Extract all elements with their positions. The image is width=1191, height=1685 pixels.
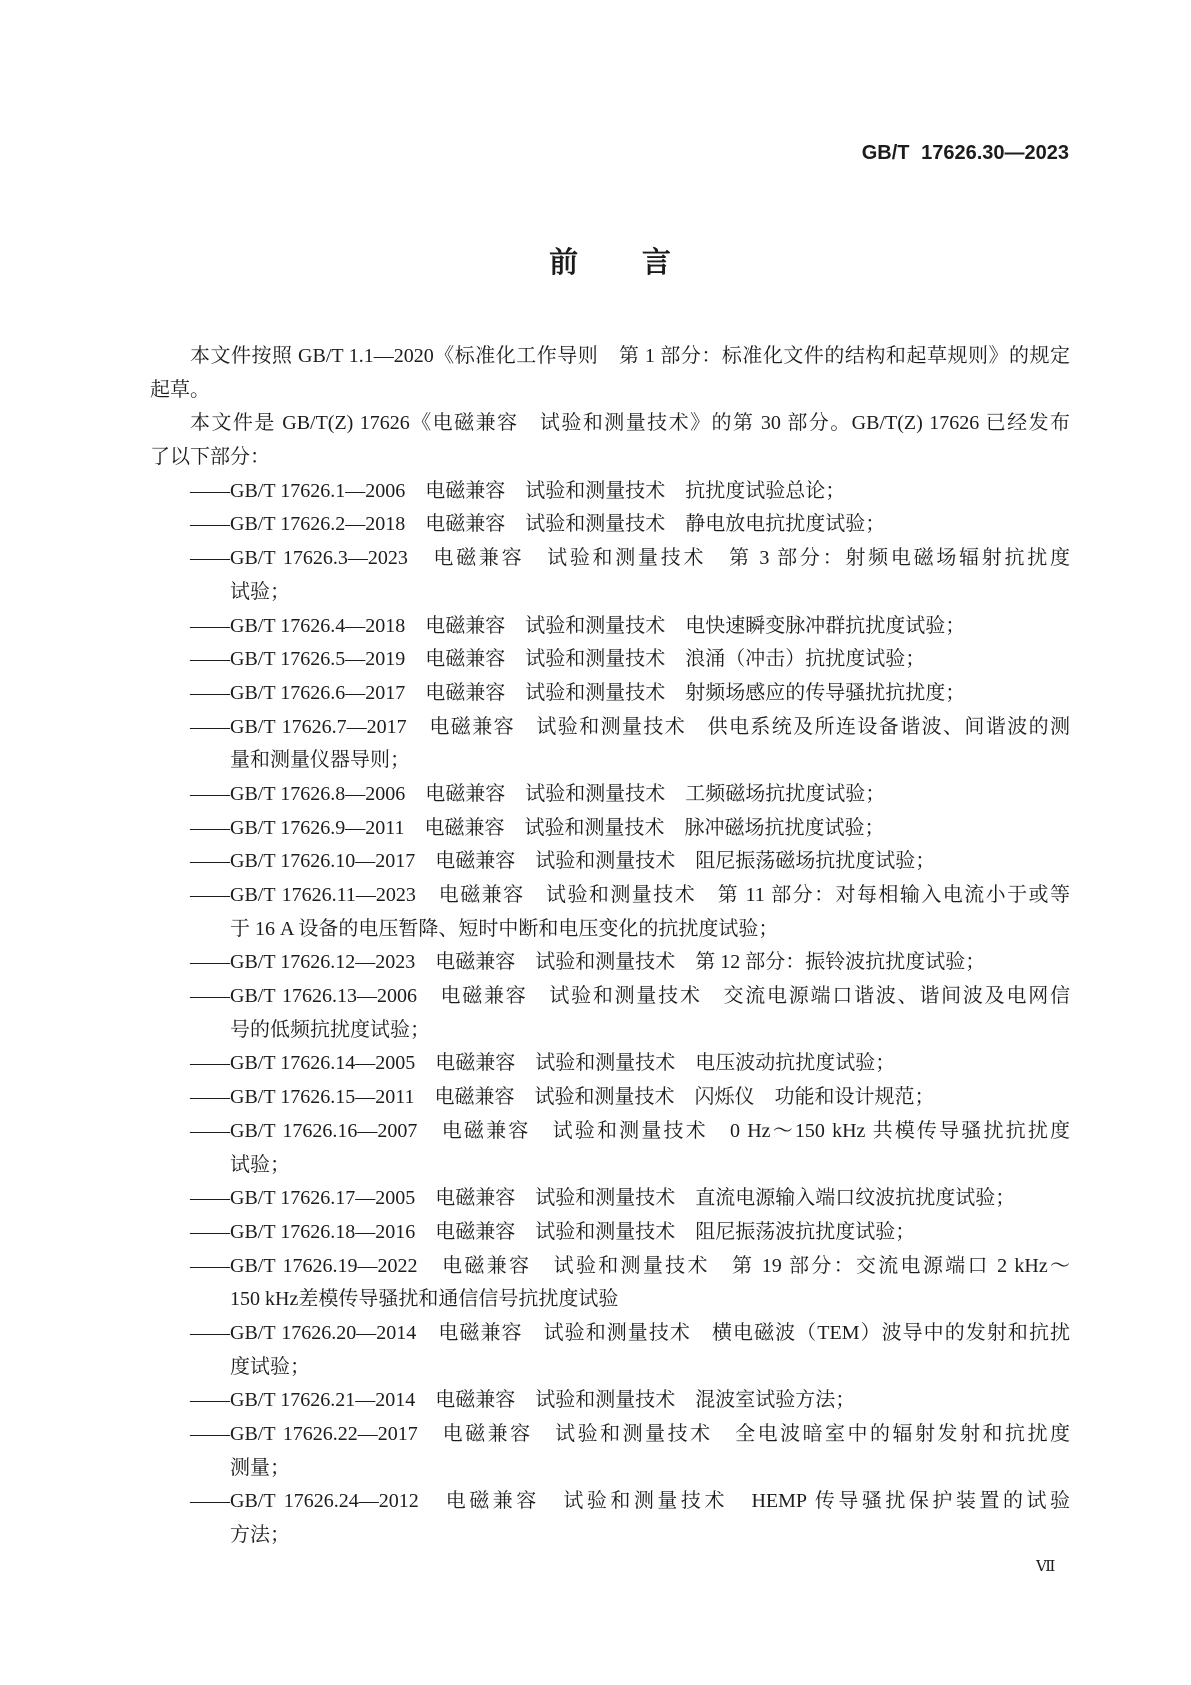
published-parts-list bbox=[150, 475, 1070, 1553]
text-line: 于 16 A 设备的电压暂降、短时中断和电压变化的抗扰度试验； bbox=[230, 917, 779, 940]
page-number: Ⅶ bbox=[1036, 1557, 1056, 1575]
text-line: ——GB/T 17626.14—2005 电磁兼容 试验和测量技术 电压波动抗扰度试验； bbox=[190, 1052, 896, 1075]
parts-paragraph bbox=[150, 407, 1070, 474]
text-line: ——GB/T 17626.1—2006 电磁兼容 试验和测量技术 抗扰度试验总论； bbox=[190, 479, 846, 502]
text-line: ——GB/T 17626.21—2014 电磁兼容 试验和测量技术 混波室试验方法； bbox=[190, 1389, 856, 1412]
list-item bbox=[150, 508, 1070, 542]
list-item bbox=[150, 542, 1070, 609]
list-item bbox=[150, 778, 1070, 812]
text-line: ——GB/T 17626.5—2019 电磁兼容 试验和测量技术 浪涌（冲击）抗扰度试验； bbox=[190, 648, 926, 671]
text-line: ——GB/T 17626.8—2006 电磁兼容 试验和测量技术 工频磁场抗扰度试验； bbox=[190, 782, 886, 805]
text-line: 本文件按照 GB/T 1.1—2020《标准化工作导则 第 1 部分：标准化文件的结构和起草规则》的规定 bbox=[190, 345, 1070, 367]
text-line: ——GB/T 17626.13—2006 电磁兼容 试验和测量技术 交流电源端口谐波、谐间波及电网信 bbox=[190, 985, 1070, 1008]
intro-paragraph bbox=[150, 340, 1070, 407]
text-line: ——GB/T 17626.17—2005 电磁兼容 试验和测量技术 直流电源输入端口纹波抗扰度试验； bbox=[190, 1187, 1016, 1210]
text-line: 号的低频抗扰度试验； bbox=[230, 1018, 430, 1041]
text-line: 本文件是 GB/T(Z) 17626《电磁兼容 试验和测量技术》的第 30 部分。GB/T(Z) 17626 已经发布 bbox=[190, 412, 1070, 435]
list-item bbox=[150, 1250, 1070, 1317]
list-item bbox=[150, 475, 1070, 509]
text-line: ——GB/T 17626.7—2017 电磁兼容 试验和测量技术 供电系统及所连设备谐波、间谐波的测 bbox=[190, 715, 1070, 738]
text-line: ——GB/T 17626.16—2007 电磁兼容 试验和测量技术 0 Hz～150 kHz 共模传导骚扰抗扰度 bbox=[190, 1119, 1070, 1142]
list-item bbox=[150, 1317, 1070, 1384]
text-line: 度试验； bbox=[230, 1355, 310, 1378]
list-item bbox=[150, 1115, 1070, 1182]
text-line: ——GB/T 17626.10—2017 电磁兼容 试验和测量技术 阻尼振荡磁场抗扰度试验； bbox=[190, 850, 936, 873]
section-title: 前 言 bbox=[549, 245, 689, 279]
text-line: ——GB/T 17626.3—2023 电磁兼容 试验和测量技术 第 3 部分：射频电磁场辐射抗扰度 bbox=[190, 547, 1070, 570]
list-item bbox=[150, 879, 1070, 946]
text-line: ——GB/T 17626.15—2011 电磁兼容 试验和测量技术 闪烁仪 功能和设计规范； bbox=[190, 1086, 935, 1109]
standard-number: GB/T 17626.30—2023 bbox=[861, 142, 1069, 164]
list-item bbox=[150, 1216, 1070, 1250]
text-line: 了以下部分： bbox=[150, 446, 270, 469]
list-item bbox=[150, 677, 1070, 711]
text-line: 测量； bbox=[230, 1456, 290, 1479]
text-line: ——GB/T 17626.11—2023 电磁兼容 试验和测量技术 第 11 部分：对每相输入电流小于或等 bbox=[190, 884, 1070, 906]
preface-body bbox=[150, 340, 1070, 1553]
text-line: ——GB/T 17626.24—2012 电磁兼容 试验和测量技术 HEMP 传导骚扰保护装置的试验 bbox=[190, 1490, 1070, 1513]
list-item bbox=[150, 980, 1070, 1047]
list-item bbox=[150, 1384, 1070, 1418]
list-item bbox=[150, 1418, 1070, 1485]
list-item bbox=[150, 1047, 1070, 1081]
text-line: 试验； bbox=[230, 1153, 290, 1176]
text-line: 试验； bbox=[230, 580, 290, 603]
text-line: ——GB/T 17626.18—2016 电磁兼容 试验和测量技术 阻尼振荡波抗扰度试验； bbox=[190, 1220, 916, 1243]
list-item bbox=[150, 845, 1070, 879]
text-line: 起草。 bbox=[150, 378, 210, 401]
list-item bbox=[150, 1081, 1070, 1115]
text-line: ——GB/T 17626.9—2011 电磁兼容 试验和测量技术 脉冲磁场抗扰度试验； bbox=[190, 816, 885, 839]
list-item bbox=[150, 711, 1070, 778]
text-line: ——GB/T 17626.19—2022 电磁兼容 试验和测量技术 第 19 部分：交流电源端口 2 kHz～ bbox=[190, 1254, 1070, 1277]
text-line: ——GB/T 17626.6—2017 电磁兼容 试验和测量技术 射频场感应的传导骚扰抗扰度； bbox=[190, 681, 966, 704]
list-item bbox=[150, 643, 1070, 677]
text-line: ——GB/T 17626.4—2018 电磁兼容 试验和测量技术 电快速瞬变脉冲群抗扰度试验； bbox=[190, 614, 966, 637]
list-item bbox=[150, 812, 1070, 846]
text-line: 量和测量仪器导则； bbox=[230, 749, 410, 772]
text-line: ——GB/T 17626.22—2017 电磁兼容 试验和测量技术 全电波暗室中的辐射发射和抗扰度 bbox=[190, 1423, 1070, 1445]
text-line: ——GB/T 17626.20—2014 电磁兼容 试验和测量技术 横电磁波（TEM）波导中的发射和抗扰 bbox=[190, 1321, 1070, 1344]
text-line: 方法； bbox=[230, 1524, 290, 1547]
text-line: ——GB/T 17626.2—2018 电磁兼容 试验和测量技术 静电放电抗扰度试验； bbox=[190, 513, 886, 536]
list-item bbox=[150, 610, 1070, 644]
text-line: ——GB/T 17626.12—2023 电磁兼容 试验和测量技术 第 12 部分：振铃波抗扰度试验； bbox=[190, 951, 986, 974]
list-item bbox=[150, 1485, 1070, 1552]
list-item bbox=[150, 1182, 1070, 1216]
list-item bbox=[150, 946, 1070, 980]
text-line: 150 kHz差模传导骚扰和通信信号抗扰度试验 bbox=[230, 1288, 619, 1311]
